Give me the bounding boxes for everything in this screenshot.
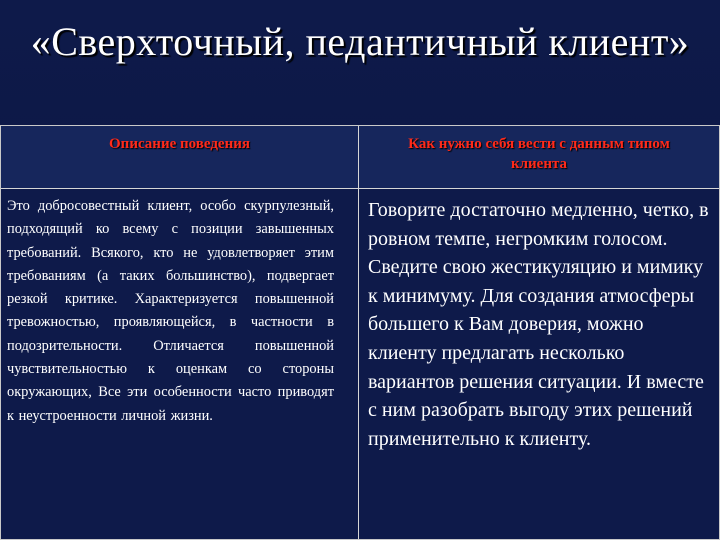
recommended-behavior-cell bbox=[359, 189, 719, 539]
header-cell-recommendation bbox=[359, 126, 719, 188]
table-header-row bbox=[1, 126, 719, 189]
behavior-description-cell bbox=[1, 189, 359, 539]
header-recommendation-label: Как нужно себя вести с данным типом клиента bbox=[408, 136, 670, 172]
recommended-behavior-text: Говорите достаточно медленно, четко, в ровном темпе, негромким голосом. Сведите свою жестикуляцию и мимику к минимуму. Для создания атмосферы большего к Вам доверия, можно клиенту предлагать несколько вариантов решения ситуации. И вместе с ним разобрать выгоду этих решений применительно к клиенту. bbox=[368, 199, 709, 450]
slide-title: «Сверхточный, педантичный клиент» bbox=[30, 19, 690, 64]
header-behavior-label: Описание поведения bbox=[109, 136, 250, 152]
behavior-table bbox=[0, 125, 720, 540]
header-cell-behavior bbox=[1, 126, 359, 188]
behavior-description-text: Это добросовестный клиент, особо скурпулезный, подходящий ко всему с позиции завышенных требований. Всякого, кто не удовлетворяет этим требованиям (а таких большинство), подвергает резкой критике. Характеризуется повышенной тревожностью, проявляющейся, в частности в подозрительности. Отличается повышенной чувствительностью к оценкам со стороны окружающих, Все эти особенности часто приводят к неустроенности личной жизни. bbox=[7, 198, 334, 424]
table-body-row bbox=[1, 189, 719, 539]
